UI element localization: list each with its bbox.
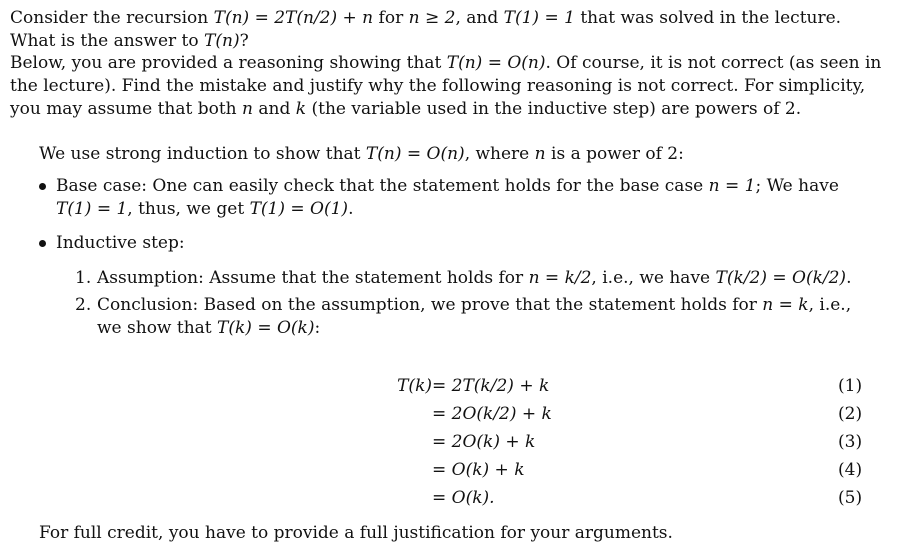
text: Below, you are provided a reasoning showing that xyxy=(10,53,447,73)
math: T(k) = O(k) xyxy=(217,318,315,338)
equation-lhs: T(k) xyxy=(397,376,432,396)
text: . xyxy=(348,199,354,219)
bullet-dot xyxy=(39,240,46,247)
equation-number: (5) xyxy=(838,488,863,508)
conclusion-text xyxy=(97,294,872,340)
equation-number: (1) xyxy=(838,376,863,396)
text: is a power of 2: xyxy=(545,144,684,164)
math: k xyxy=(295,99,307,119)
inductive-step-label: Inductive step: xyxy=(56,233,185,253)
equation-rhs: = 2O(k) + k xyxy=(432,432,536,452)
task-description xyxy=(10,52,890,121)
text: . xyxy=(846,268,852,288)
text: Conclusion: Based on the assumption, we prove that the statement holds for xyxy=(97,295,763,315)
math: n ≥ 2 xyxy=(408,8,456,28)
text: , i.e., we show that xyxy=(97,295,852,338)
math: T(k/2) = O(k/2) xyxy=(715,268,847,288)
equation-row xyxy=(0,401,902,427)
math: T(n) = 2T(n/2) + n xyxy=(213,8,374,28)
math: T(n) = O(n) xyxy=(365,144,465,164)
text: . Of course, it is not correct (as seen in the lecture). Find the mistake and justify why the following reasoning is not correct. For simplicity, you may assume that both xyxy=(10,53,882,119)
math: n = k/2 xyxy=(528,268,592,288)
text: We use strong induction to show that xyxy=(39,144,366,164)
equation-row xyxy=(0,429,902,455)
math: n = k xyxy=(762,295,809,315)
proof-lead xyxy=(39,143,902,166)
text: , where xyxy=(464,144,535,164)
equation-row xyxy=(0,457,902,483)
equation-number: (4) xyxy=(838,460,863,480)
base-case-text xyxy=(56,175,861,221)
math: n xyxy=(242,99,253,119)
item-number: 2. xyxy=(75,295,92,315)
math: T(n) xyxy=(204,31,240,51)
text: , i.e., we have xyxy=(591,268,716,288)
bullet-dot xyxy=(39,183,46,190)
equation-rhs: = 2T(k/2) + k xyxy=(432,376,550,396)
math: T(n) = O(n) xyxy=(446,53,546,73)
text: Consider the recursion xyxy=(10,8,214,28)
equation-row xyxy=(0,373,902,399)
text: for xyxy=(373,8,409,28)
equation-rhs: = O(k). xyxy=(432,488,495,508)
text: , and xyxy=(455,8,504,28)
text: Base case: One can easily check that the statement holds for the base case xyxy=(56,176,709,196)
text: Assumption: Assume that the statement holds for xyxy=(97,268,529,288)
math: n = 1 xyxy=(708,176,756,196)
text: , thus, we get xyxy=(127,199,250,219)
text: : xyxy=(314,318,321,338)
text: ; We have xyxy=(755,176,839,196)
math: T(1) = O(1) xyxy=(249,199,349,219)
text: ? xyxy=(239,31,249,51)
footer-note: For full credit, you have to provide a full justification for your arguments. xyxy=(39,523,673,543)
math: T(1) = 1 xyxy=(503,8,575,28)
item-number: 1. xyxy=(75,268,92,288)
equation-rhs: = O(k) + k xyxy=(432,460,525,480)
equation-number: (2) xyxy=(838,404,863,424)
problem-statement xyxy=(10,7,890,53)
equation-row xyxy=(0,485,902,511)
assumption-text xyxy=(97,267,872,290)
equation-rhs: = 2O(k/2) + k xyxy=(432,404,552,424)
text: (the variable used in the inductive step) are powers of 2. xyxy=(306,99,802,119)
equation-number: (3) xyxy=(838,432,863,452)
math: n xyxy=(534,144,546,164)
text: that was solved in the lecture. What is the answer to xyxy=(10,8,842,51)
text: and xyxy=(252,99,296,119)
math: T(1) = 1 xyxy=(56,199,128,219)
